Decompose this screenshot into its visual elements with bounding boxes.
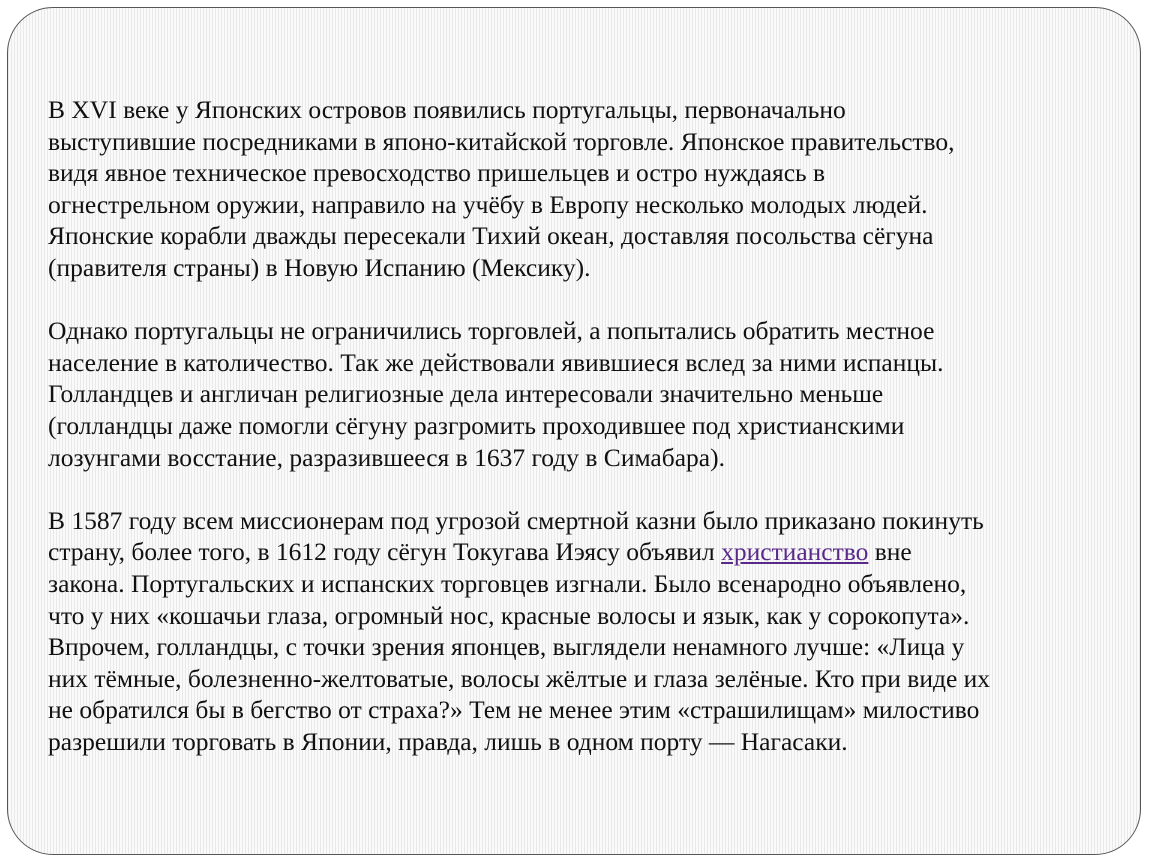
text-line: (правителя страны) в Новую Испанию (Мексику).: [48, 252, 591, 282]
christianity-link[interactable]: христианство: [721, 537, 869, 567]
slide-text: [48, 94, 1118, 757]
text-line: В 1587 году всем миссионерам под угрозой смертной казни было приказано покинуть: [48, 505, 984, 535]
paragraph-expulsion: [48, 505, 1118, 758]
text-line: лозунгами восстание, разразившееся в 1637 году в Симабара).: [48, 442, 725, 472]
slide-frame: [7, 7, 1141, 855]
paragraph-portuguese-arrival: [48, 94, 1118, 284]
text-line: В XVI веке у Японских островов появились португальцы, первоначально: [48, 95, 846, 124]
text-line: разрешили торговать в Японии, правда, лишь в одном порту — Нагасаки.: [48, 726, 848, 756]
text-line: закона. Португальских и испанских торговцев изгнали. Было всенародно объявлено,: [48, 568, 967, 598]
text-line: Голландцев и англичан религиозные дела интересовали значительно меньше: [48, 379, 884, 409]
text-line: население в католичество. Так же действовали явившиеся вслед за ними испанцы.: [48, 347, 944, 377]
text-line: Впрочем, голландцы, с точки зрения японцев, выглядели ненамного лучше: «Лица у: [48, 632, 965, 662]
text-line: них тёмные, болезненно-желтоватые, волосы жёлтые и глаза зелёные. Кто при виде их: [48, 663, 991, 693]
text-line: что у них «кошачьи глаза, огромный нос, красные волосы и язык, как у сорокопута».: [48, 600, 970, 630]
text-line: Однако португальцы не ограничились торговлей, а попытались обратить местное: [48, 316, 935, 346]
text-line-with-link: [48, 536, 1118, 568]
text-line: Японские корабли дважды пересекали Тихий океан, доставляя посольства сёгуна: [48, 221, 934, 251]
text-line: огнестрельном оружии, направило на учёбу в Европу несколько молодых людей.: [48, 189, 928, 219]
text-line: (голландцы даже помогли сёгуну разгромить проходившее под христианскими: [48, 410, 905, 440]
paragraph-catholicism: [48, 315, 1118, 473]
text-line: выступившие посредниками в японо-китайской торговле. Японское правительство,: [48, 126, 955, 156]
text-line: не обратился бы в бегство от страха?» Тем не менее этим «страшилищам» милостиво: [48, 695, 980, 725]
text-segment: вне: [868, 537, 912, 567]
text-line: видя явное техническое превосходство пришельцев и остро нуждаясь в: [48, 158, 826, 188]
text-segment: страну, более того, в 1612 году сёгун Токугава Иэясу объявил: [48, 537, 722, 567]
